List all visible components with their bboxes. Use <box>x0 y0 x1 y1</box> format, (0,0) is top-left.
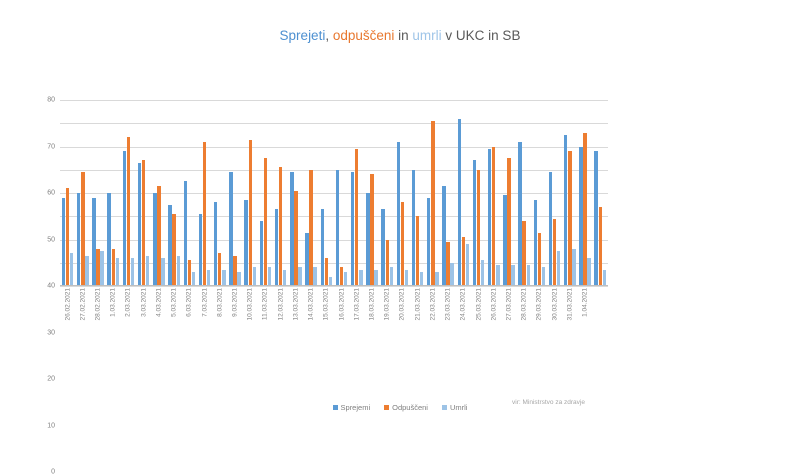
bar-sprejemi <box>412 170 415 286</box>
bar-group <box>106 100 121 286</box>
legend-item[interactable] <box>333 403 371 412</box>
bar-umrli <box>603 270 606 286</box>
bar-umrli <box>70 253 73 286</box>
bar-umrli <box>207 270 210 286</box>
bar-umrli <box>557 251 560 286</box>
bar-umrli <box>222 270 225 286</box>
x-axis-tick <box>547 288 562 334</box>
x-axis-tick <box>60 288 75 334</box>
x-axis-tick <box>334 288 349 334</box>
bar-group <box>136 100 151 286</box>
bar-odpusceni <box>599 207 602 286</box>
bar-umrli <box>283 270 286 286</box>
bar-umrli <box>466 244 469 286</box>
bar-sprejemi <box>305 233 308 286</box>
bar-sprejemi <box>397 142 400 286</box>
bar-sprejemi <box>503 195 506 286</box>
bar-odpusceni <box>416 216 419 286</box>
bar-odpusceni <box>127 137 130 286</box>
bar-group <box>532 100 547 286</box>
x-axis-tick <box>288 288 303 334</box>
x-axis-tick-label: 18.03.2021 <box>368 288 376 321</box>
bar-odpusceni <box>157 186 160 286</box>
x-axis-tick-label: 15.03.2021 <box>322 288 330 321</box>
bar-sprejemi <box>427 198 430 286</box>
x-axis-tick-label: 20.03.2021 <box>398 288 406 321</box>
x-axis-tick-label: 7.03.2021 <box>201 288 209 317</box>
x-axis-tick <box>593 288 608 334</box>
bar-group <box>501 100 516 286</box>
bar-umrli <box>511 265 514 286</box>
bar-group <box>288 100 303 286</box>
x-axis-tick-label: 19.03.2021 <box>383 288 391 321</box>
x-axis-tick <box>577 288 592 334</box>
bar-umrli <box>146 256 149 286</box>
title-part-odpusceni: odpuščeni <box>332 28 395 43</box>
bar-umrli <box>298 267 301 286</box>
bar-sprejemi <box>458 119 461 286</box>
bar-umrli <box>587 258 590 286</box>
bar-group <box>60 100 75 286</box>
bar-umrli <box>542 267 545 286</box>
bar-umrli <box>496 265 499 286</box>
x-axis-tick-label: 3.03.2021 <box>140 288 148 317</box>
x-axis-tick-label: 10.03.2021 <box>246 288 254 321</box>
bar-umrli <box>177 256 180 286</box>
bar-sprejemi <box>107 193 110 286</box>
x-axis-tick-label: 12.03.2021 <box>277 288 285 321</box>
title-sep-2: in <box>394 28 413 43</box>
x-axis-tick-label: 21.03.2021 <box>414 288 422 321</box>
x-axis-tick-label: 27.03.2021 <box>505 288 513 321</box>
bar-odpusceni <box>142 160 145 286</box>
x-axis-tick <box>410 288 425 334</box>
x-axis-tick <box>243 288 258 334</box>
bar-odpusceni <box>386 240 389 287</box>
x-axis-tick <box>75 288 90 334</box>
legend-label: Sprejemi <box>340 403 371 412</box>
bar-odpusceni <box>249 140 252 286</box>
bar-group <box>273 100 288 286</box>
bar-sprejemi <box>518 142 521 286</box>
x-axis-tick-label: 9.03.2021 <box>231 288 239 317</box>
bar-odpusceni <box>355 149 358 286</box>
source-note: vir: Ministrstvo za zdravje <box>512 399 585 406</box>
bar-sprejemi <box>199 214 202 286</box>
x-axis-tick-label: 17.03.2021 <box>353 288 361 321</box>
x-axis-tick <box>258 288 273 334</box>
x-axis-tick-label: 27.02.2021 <box>79 288 87 321</box>
bar-umrli <box>450 263 453 286</box>
x-axis-tick <box>136 288 151 334</box>
bar-sprejemi <box>123 151 126 286</box>
x-axis-tick <box>532 288 547 334</box>
bar-odpusceni <box>325 258 328 286</box>
bar-sprejemi <box>138 163 141 286</box>
bar-odpusceni <box>203 142 206 286</box>
title-part-sprejeti: Sprejeti <box>279 28 326 43</box>
bar-odpusceni <box>279 167 282 286</box>
bar-odpusceni <box>568 151 571 286</box>
bar-sprejemi <box>214 202 217 286</box>
bar-sprejemi <box>244 200 247 286</box>
x-axis-tick-label: 16.03.2021 <box>338 288 346 321</box>
x-axis-tick <box>395 288 410 334</box>
bar-group <box>212 100 227 286</box>
bar-odpusceni <box>522 221 525 286</box>
x-axis-tick-label: 11.03.2021 <box>261 288 269 321</box>
x-axis-tick-label: 2.03.2021 <box>124 288 132 317</box>
bar-odpusceni <box>96 249 99 286</box>
x-axis-tick-label: 22.03.2021 <box>429 288 437 321</box>
x-axis-tick-label: 4.03.2021 <box>155 288 163 317</box>
x-axis-tick <box>349 288 364 334</box>
legend-item[interactable] <box>442 403 468 412</box>
x-axis-tick-label: 1.04.2021 <box>581 288 589 317</box>
bar-odpusceni <box>112 249 115 286</box>
x-axis-tick <box>501 288 516 334</box>
x-axis-labels <box>60 288 608 334</box>
x-axis-tick <box>319 288 334 334</box>
bar-odpusceni <box>218 253 221 286</box>
bar-group <box>577 100 592 286</box>
bar-odpusceni <box>583 133 586 286</box>
y-axis-tick-label: 80 <box>47 96 55 104</box>
bar-sprejemi <box>594 151 597 286</box>
bar-sprejemi <box>549 172 552 286</box>
bar-sprejemi <box>260 221 263 286</box>
bar-group <box>243 100 258 286</box>
bar-umrli <box>253 267 256 286</box>
bar-group <box>425 100 440 286</box>
bar-odpusceni <box>172 214 175 286</box>
bar-sprejemi <box>153 193 156 286</box>
bar-group <box>349 100 364 286</box>
bar-odpusceni <box>477 170 480 286</box>
bar-group <box>319 100 334 286</box>
y-axis-tick-label: 60 <box>47 189 55 197</box>
bar-sprejemi <box>534 200 537 286</box>
legend-label: Odpuščeni <box>392 403 428 412</box>
bar-umrli <box>237 272 240 286</box>
bar-odpusceni <box>492 147 495 287</box>
bar-group <box>395 100 410 286</box>
x-axis-tick-label: 29.03.2021 <box>535 288 543 321</box>
bar-sprejemi <box>92 198 95 286</box>
bar-umrli <box>527 265 530 286</box>
bar-sprejemi <box>321 209 324 286</box>
bar-odpusceni <box>188 260 191 286</box>
bar-group <box>562 100 577 286</box>
bar-umrli <box>344 272 347 286</box>
bar-sprejemi <box>336 170 339 286</box>
bar-sprejemi <box>442 186 445 286</box>
bar-groups <box>60 100 608 286</box>
bar-umrli <box>405 270 408 286</box>
bar-group <box>456 100 471 286</box>
x-axis-tick <box>227 288 242 334</box>
y-axis-tick-label: 10 <box>47 422 55 429</box>
x-axis-tick <box>562 288 577 334</box>
x-axis-tick-label: 23.03.2021 <box>444 288 452 321</box>
x-axis-tick-label: 5.03.2021 <box>170 288 178 317</box>
bar-sprejemi <box>275 209 278 286</box>
x-axis-tick-label: 13.03.2021 <box>292 288 300 321</box>
bar-sprejemi <box>77 193 80 286</box>
bar-odpusceni <box>553 219 556 286</box>
bar-umrli <box>359 270 362 286</box>
bar-odpusceni <box>401 202 404 286</box>
bar-umrli <box>85 256 88 286</box>
y-axis-tick-label: 70 <box>47 143 55 150</box>
bar-group <box>304 100 319 286</box>
y-axis-tick-label: 40 <box>47 282 55 290</box>
bar-odpusceni <box>309 170 312 286</box>
x-axis-tick-label: 26.03.2021 <box>490 288 498 321</box>
y-axis-tick-label: 50 <box>47 236 55 243</box>
title-sep-1: , <box>325 28 333 43</box>
bar-sprejemi <box>366 193 369 286</box>
bar-umrli <box>390 267 393 286</box>
legend-swatch-icon <box>384 405 389 410</box>
bar-umrli <box>374 270 377 286</box>
bar-group <box>334 100 349 286</box>
bar-sprejemi <box>290 172 293 286</box>
bar-group <box>410 100 425 286</box>
bar-odpusceni <box>81 172 84 286</box>
legend-swatch-icon <box>333 405 338 410</box>
bar-group <box>517 100 532 286</box>
bar-odpusceni <box>538 233 541 286</box>
x-axis-tick <box>456 288 471 334</box>
bar-odpusceni <box>66 188 69 286</box>
x-axis-tick-label: 31.03.2021 <box>566 288 574 321</box>
bar-umrli <box>435 272 438 286</box>
bar-sprejemi <box>168 205 171 286</box>
x-axis-tick <box>106 288 121 334</box>
bar-group <box>547 100 562 286</box>
bar-umrli <box>116 258 119 286</box>
title-sep-3: v UKC in SB <box>441 28 521 43</box>
bar-umrli <box>420 272 423 286</box>
bar-group <box>75 100 90 286</box>
bar-group <box>440 100 455 286</box>
bar-odpusceni <box>462 237 465 286</box>
x-axis-tick-label: 1.03.2021 <box>109 288 117 317</box>
x-axis-tick-label: 26.02.2021 <box>64 288 72 321</box>
x-axis-tick-label: 14.03.2021 <box>307 288 315 321</box>
bar-odpusceni <box>507 158 510 286</box>
x-axis-tick-label: 25.03.2021 <box>475 288 483 321</box>
bar-sprejemi <box>62 198 65 286</box>
bar-umrli <box>161 258 164 286</box>
bar-sprejemi <box>488 149 491 286</box>
x-axis-tick-label: 30.03.2021 <box>551 288 559 321</box>
bar-umrli <box>192 272 195 286</box>
bar-sprejemi <box>473 160 476 286</box>
bar-group <box>227 100 242 286</box>
x-axis-tick-label: 28.02.2021 <box>94 288 102 321</box>
y-axis-tick-label: 20 <box>47 375 55 383</box>
bar-odpusceni <box>294 191 297 286</box>
legend-swatch-icon <box>442 405 447 410</box>
x-axis-tick <box>304 288 319 334</box>
bar-sprejemi <box>381 209 384 286</box>
bar-umrli <box>481 260 484 286</box>
bar-sprejemi <box>229 172 232 286</box>
x-axis-tick <box>212 288 227 334</box>
title-part-umrli: umrli <box>412 28 442 43</box>
x-axis-tick <box>440 288 455 334</box>
bar-odpusceni <box>233 256 236 286</box>
x-axis-tick <box>517 288 532 334</box>
x-axis-line <box>60 285 608 286</box>
bar-umrli <box>572 249 575 286</box>
bar-umrli <box>268 267 271 286</box>
bar-group <box>121 100 136 286</box>
bar-group <box>471 100 486 286</box>
bar-sprejemi <box>351 172 354 286</box>
x-axis-tick <box>364 288 379 334</box>
bar-odpusceni <box>370 174 373 286</box>
bar-odpusceni <box>340 267 343 286</box>
y-axis-tick-label: 30 <box>47 329 55 336</box>
bar-umrli <box>100 251 103 286</box>
x-axis-tick-label: 6.03.2021 <box>185 288 193 317</box>
bar-group <box>167 100 182 286</box>
bar-group <box>380 100 395 286</box>
x-axis-tick <box>425 288 440 334</box>
bar-umrli <box>313 267 316 286</box>
y-axis-tick-label: 0 <box>51 468 55 476</box>
bar-group <box>486 100 501 286</box>
chart-legend <box>0 403 800 412</box>
legend-item[interactable] <box>384 403 428 412</box>
bar-odpusceni <box>431 121 434 286</box>
bar-odpusceni <box>446 242 449 286</box>
x-axis-tick-label: 28.03.2021 <box>520 288 528 321</box>
bar-sprejemi <box>184 181 187 286</box>
x-axis-tick <box>151 288 166 334</box>
x-axis-tick-label: 8.03.2021 <box>216 288 224 317</box>
bar-group <box>364 100 379 286</box>
x-axis-tick <box>90 288 105 334</box>
bar-group <box>151 100 166 286</box>
x-axis-tick <box>380 288 395 334</box>
x-axis-tick-label: 24.03.2021 <box>459 288 467 321</box>
x-axis-tick <box>182 288 197 334</box>
x-axis-tick <box>471 288 486 334</box>
bar-group <box>258 100 273 286</box>
bar-group <box>182 100 197 286</box>
bar-sprejemi <box>579 147 582 287</box>
x-axis-tick <box>167 288 182 334</box>
bar-group <box>90 100 105 286</box>
bar-odpusceni <box>264 158 267 286</box>
x-axis-tick <box>486 288 501 334</box>
bar-sprejemi <box>564 135 567 286</box>
legend-label: Umrli <box>449 403 468 412</box>
bar-group <box>593 100 608 286</box>
bar-umrli <box>131 258 134 286</box>
x-axis-tick <box>197 288 212 334</box>
bar-group <box>197 100 212 286</box>
x-axis-tick <box>273 288 288 334</box>
x-axis-tick <box>121 288 136 334</box>
chart-title <box>0 28 800 43</box>
